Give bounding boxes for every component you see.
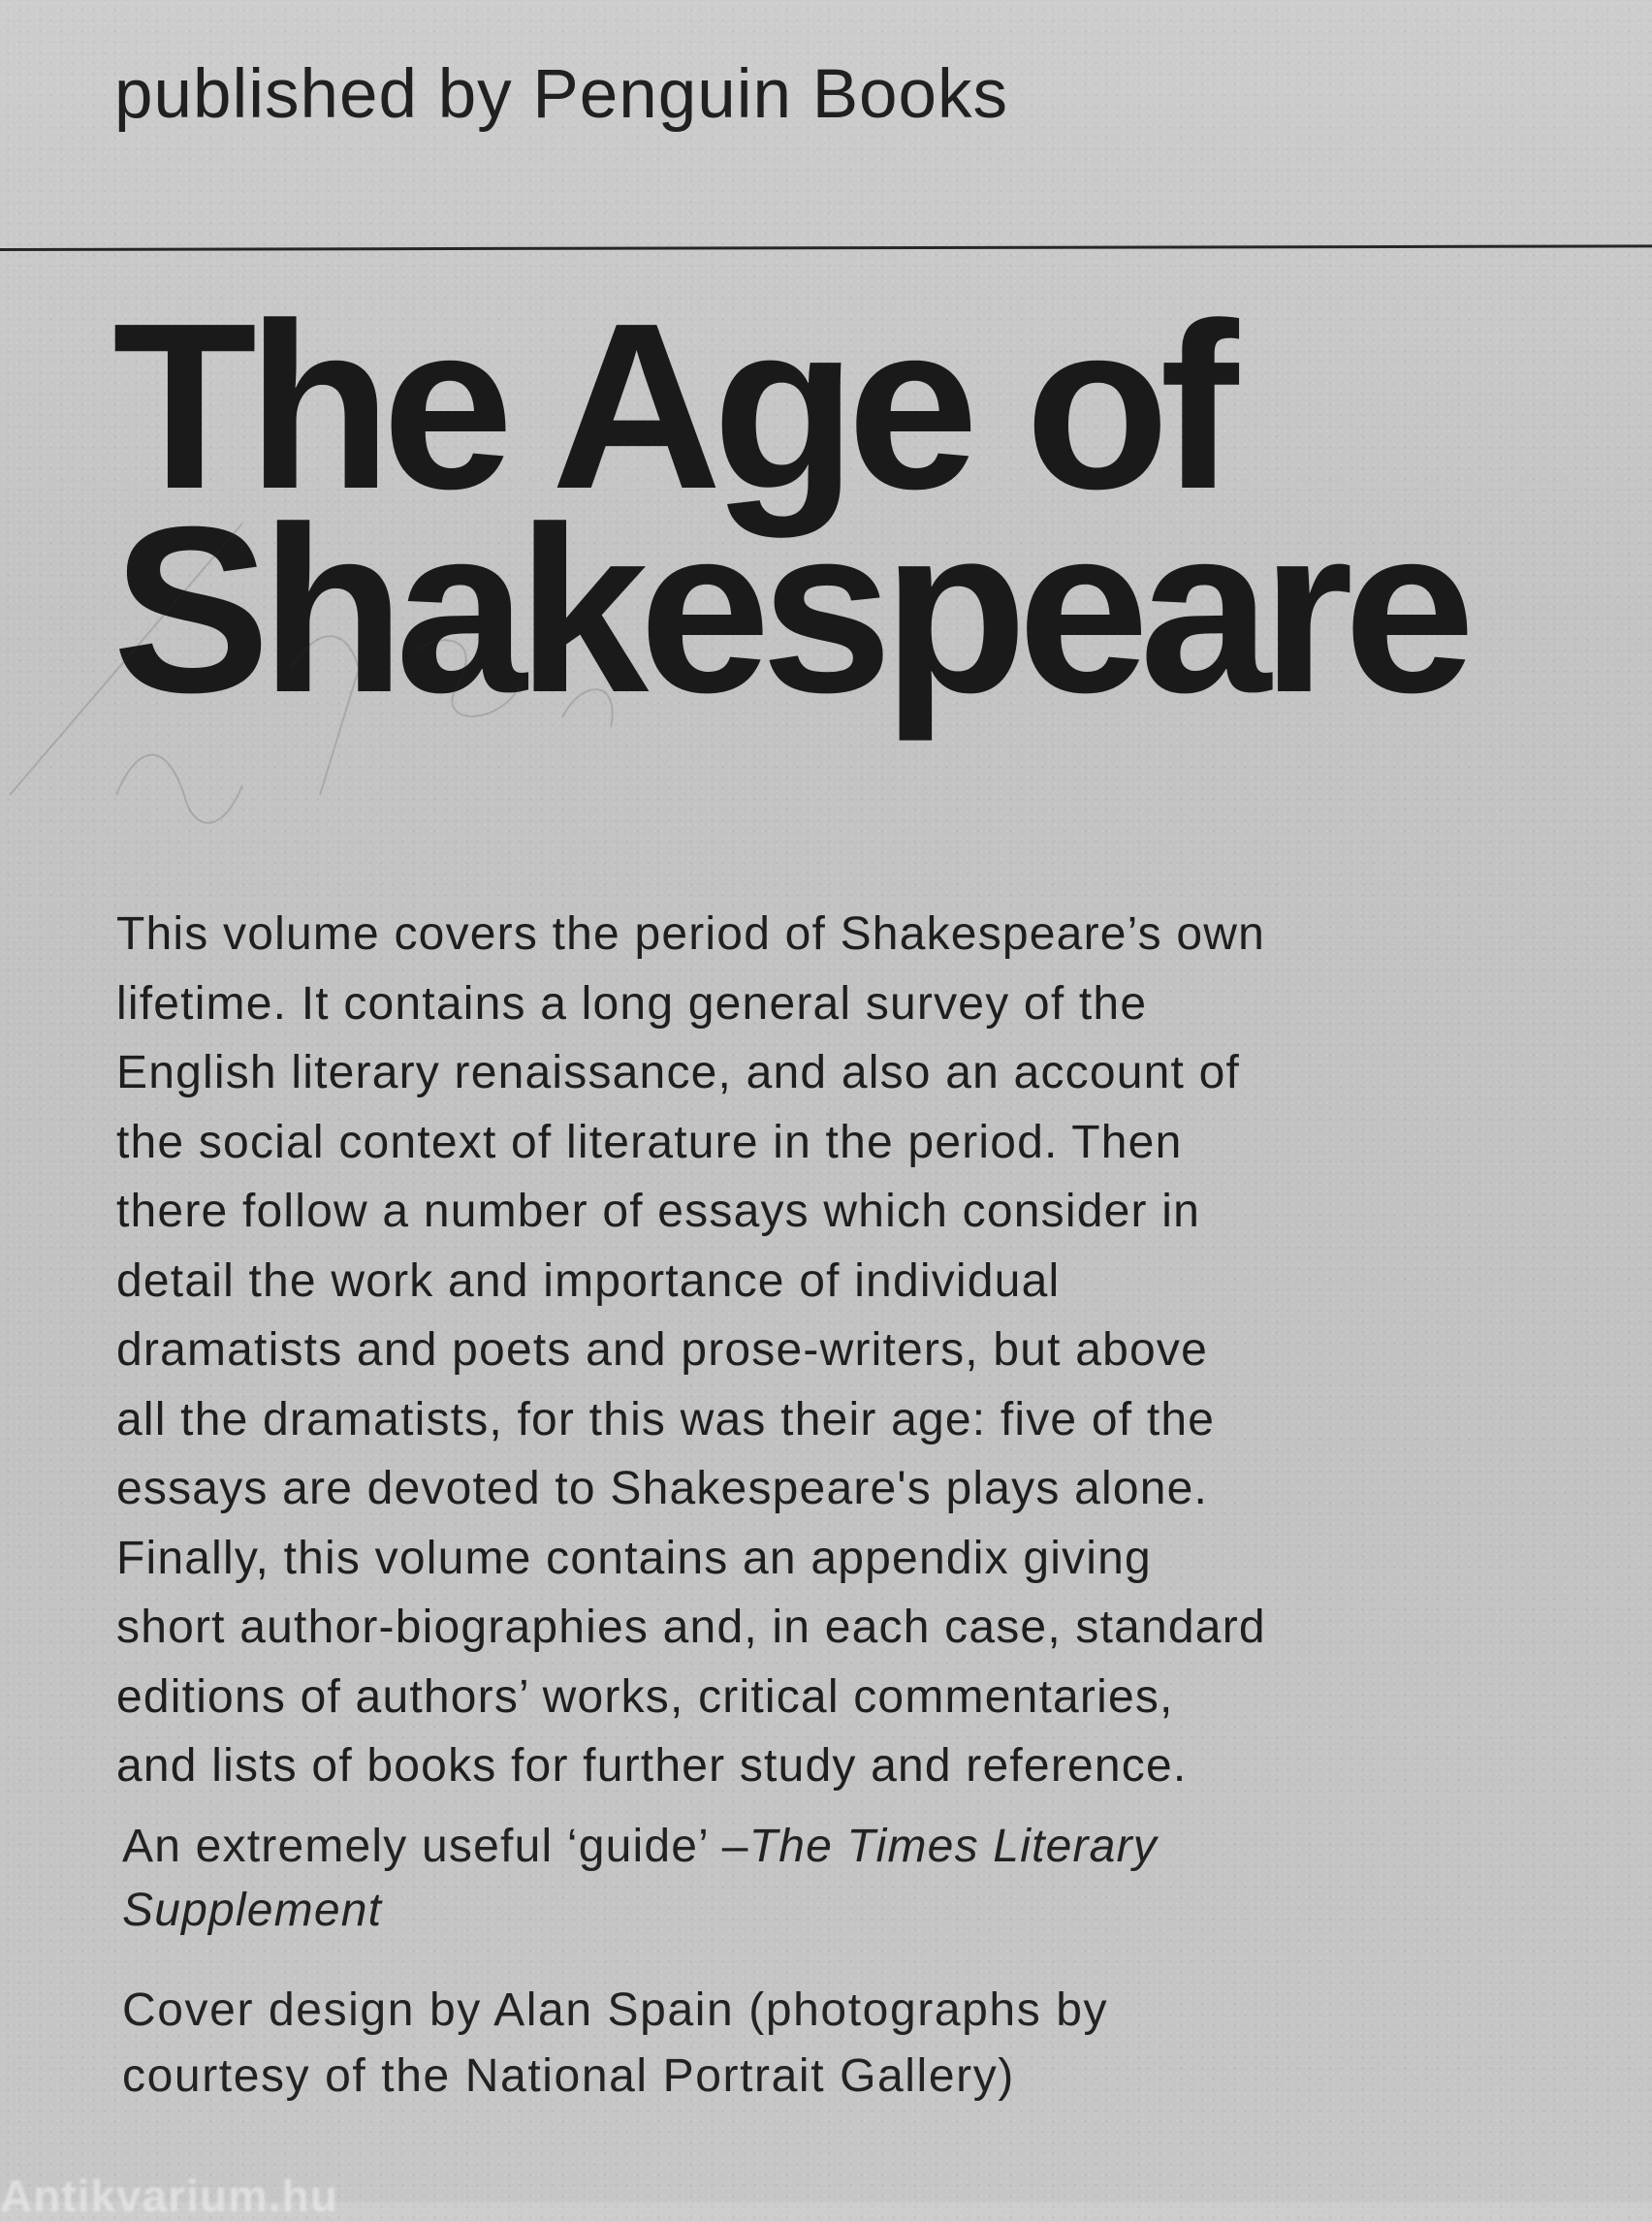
description-line: short author-biographies and, in each case, standard [116, 1602, 1266, 1653]
description-line: This volume covers the period of Shakespeare’s own [116, 908, 1266, 960]
description-line: and lists of books for further study and reference. [116, 1740, 1188, 1792]
publisher-line: published by Penguin Books [114, 56, 1009, 133]
review-line-2 [122, 1879, 1576, 1943]
review-source-continued: Supplement [122, 1885, 383, 1936]
credits-line-2: courtesy of the National Portrait Gallery) [122, 2050, 1015, 2102]
book-title [112, 273, 1466, 742]
description-line: English literary renaissance, and also an account of [116, 1047, 1241, 1098]
description-line: essays are devoted to Shakespeare's plays alone. [116, 1463, 1209, 1514]
review-line-1 [122, 1815, 1576, 1879]
review-text: An extremely useful ‘guide’ – [122, 1821, 749, 1872]
title-line-2: Shakespeare [112, 476, 1466, 742]
title-line-1: The Age of [112, 273, 1229, 538]
description-line: the social context of literature in the period. Then [116, 1116, 1183, 1168]
description-line: Finally, this volume contains an appendix giving [116, 1532, 1152, 1584]
horizontal-rule [0, 244, 1652, 251]
review-source: The Times Literary [748, 1821, 1158, 1872]
description-line: editions of authors’ works, critical commentaries, [116, 1670, 1174, 1723]
cover-credits [122, 1978, 1576, 2110]
description-paragraph [116, 900, 1571, 1801]
description-line: all the dramatists, for this was their age: five of the [116, 1393, 1216, 1445]
description-line: detail the work and importance of individual [116, 1254, 1061, 1307]
review-quote [122, 1815, 1576, 1943]
description-line: dramatists and poets and prose-writers, but above [116, 1324, 1209, 1376]
description-line: lifetime. It contains a long general survey of the [116, 977, 1148, 1030]
credits-line-1: Cover design by Alan Spain (photographs by [122, 1984, 1109, 2036]
description-line: there follow a number of essays which consider in [116, 1186, 1200, 1237]
watermark-text: Antikvarium.hu [0, 2171, 338, 2221]
